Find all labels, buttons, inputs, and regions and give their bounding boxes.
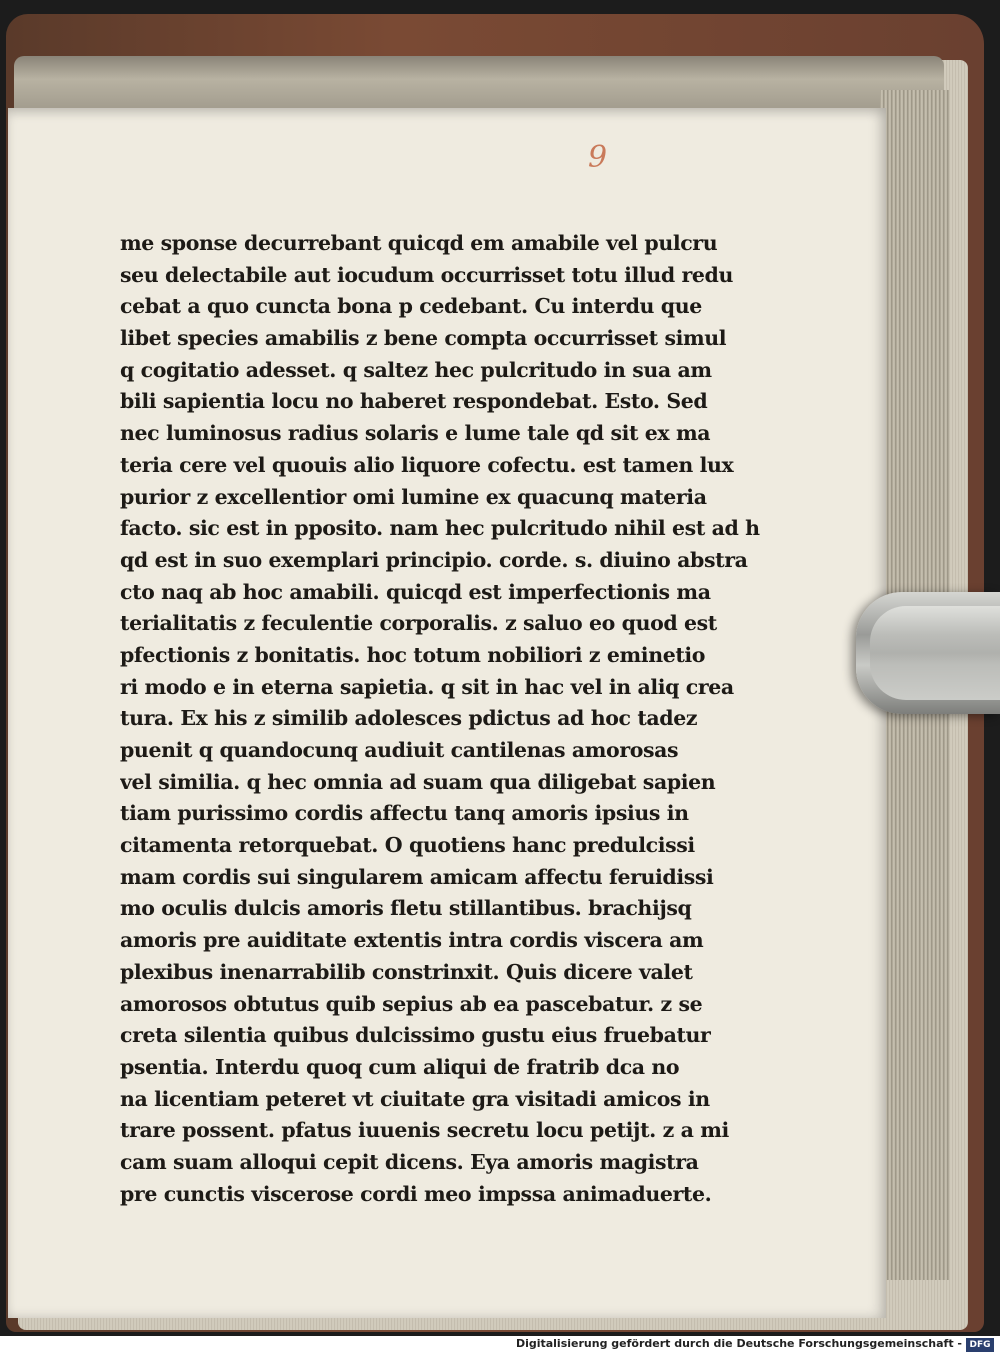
text-line: teria cere vel quouis alio liquore cofectu. est tamen lux [120,452,734,477]
text-line: cebat a quo cuncta bona p cedebant. Cu interdu que [120,294,702,319]
text-line: pre cunctis viscerose cordi meo impssa animaduerte. [120,1181,712,1206]
page-top-edge [14,56,944,114]
text-line: bili sapientia locu no haberet respondebat. Esto. Sed [120,389,708,414]
text-line: tiam purissimo cordis affectu tanq amoris ipsius in [120,801,689,826]
text-line: nec luminosus radius solaris e lume tale qd sit ex ma [120,421,711,446]
text-line: vel similia. q hec omnia ad suam qua diligebat sapien [120,769,716,794]
text-line: citamenta retorquebat. O quotiens hanc predulcissi [120,833,695,858]
text-line: trare possent. pfatus iuuenis secretu locu petijt. z a mi [120,1118,729,1143]
text-line: purior z excellentior omi lumine ex quacunq materia [120,484,707,509]
text-block [120,228,770,1210]
text-line: puenit q quandocunq audiuit cantilenas amorosas [120,738,679,762]
text-line: cam suam alloqui cepit dicens. Eya amoris magistra [120,1149,699,1174]
text-line: libet species amabilis z bene compta occurrisset simul [120,326,727,351]
footer-credit: Digitalisierung gefördert durch die Deutsche Forschungsgemeinschaft - [515,1337,962,1350]
text-line: ri modo e in eterna sapietia. q sit in hac vel in aliq crea [120,674,734,699]
page-clip-highlight [870,606,1000,700]
text-line: psentia. Interdu quoq cum aliqui de fratrib dca no [120,1054,680,1079]
text-line: amorosos obtutus quib sepius ab ea pascebatur. z se [120,991,703,1016]
text-line: cto naq ab hoc amabili. quicqd est imperfectionis ma [120,579,711,604]
text-line: pfectionis z bonitatis. hoc totum nobiliori z eminetio [120,642,706,667]
text-line: plexibus inenarrabilib constrinxit. Quis dicere valet [120,959,693,984]
text-line: mam cordis sui singularem amicam affectu feruidissi [120,864,714,889]
text-line: terialitatis z feculentie corporalis. z saluo eo quod est [120,611,717,636]
footer-bar [0,1336,1000,1354]
text-line: qd est in suo exemplari principio. corde. s. diuino abstra [120,547,748,572]
text-line: seu delectabile aut iocudum occurrisset totu illud redu [120,262,733,287]
page-clip [856,592,1000,714]
dfg-logo: DFG [966,1338,994,1352]
text-line: facto. sic est in pposito. nam hec pulcritudo nihil est ad h [120,516,760,541]
text-line: me sponse decurrebant quicqd em amabile vel pulcru [120,231,718,255]
text-line: mo oculis dulcis amoris fletu stillantibus. brachijsq [120,896,692,921]
text-line: tura. Ex his z similib adolesces pdictus ad hoc tadez [120,706,698,731]
text-line: na licentiam peteret vt ciuitate gra visitadi amicos in [120,1086,710,1111]
text-line: creta silentia quibus dulcissimo gustu eius fruebatur [120,1023,711,1048]
folio-number: 9 [588,140,608,175]
text-line: amoris pre auiditate extentis intra cordis viscera am [120,928,704,953]
text-line: q cogitatio adesset. q saltez hec pulcritudo in sua am [120,357,712,382]
